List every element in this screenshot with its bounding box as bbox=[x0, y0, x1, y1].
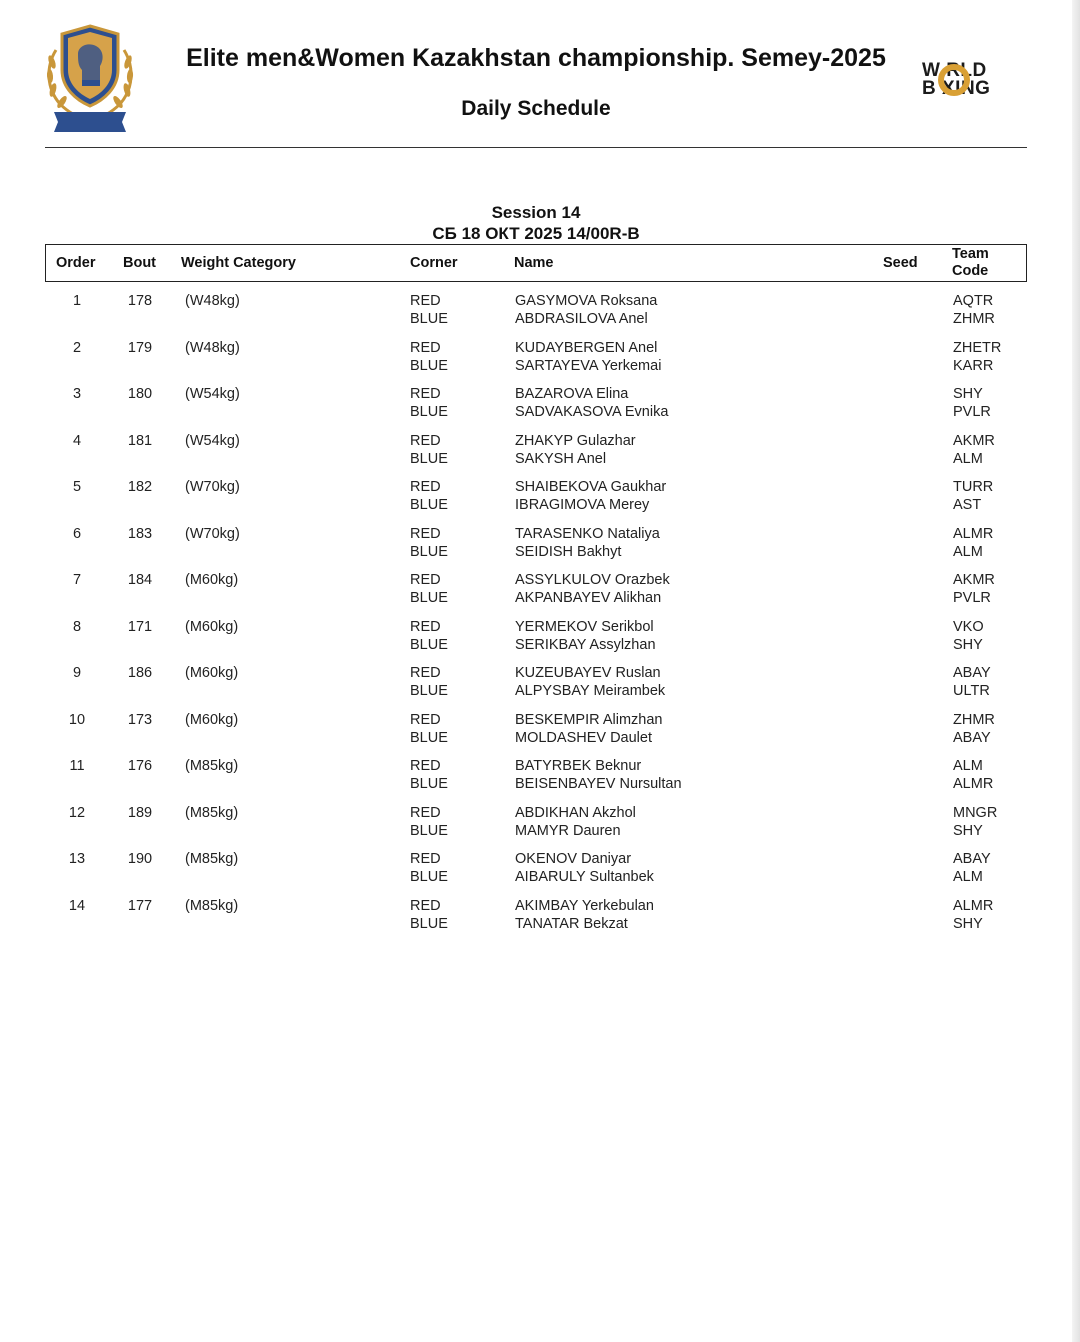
bout-number: 184 bbox=[127, 572, 153, 588]
blue-team-code: ALM bbox=[953, 543, 983, 560]
blue-corner-label: BLUE bbox=[410, 822, 448, 839]
team-cell bbox=[953, 757, 993, 793]
weight-category: (M85kg) bbox=[185, 804, 239, 821]
corner-cell bbox=[410, 478, 448, 514]
blue-team-code: ALM bbox=[953, 450, 983, 467]
session-title: Session 14 bbox=[491, 203, 581, 222]
bout-order: 3 bbox=[72, 386, 82, 402]
red-boxer-name: BAZAROVA Elina bbox=[515, 386, 629, 402]
name-cell bbox=[515, 897, 654, 933]
red-boxer-name: YERMEKOV Serikbol bbox=[515, 618, 654, 635]
weight-category: (W48kg) bbox=[185, 293, 240, 309]
red-team-code: ABAY bbox=[953, 851, 991, 867]
blue-boxer-name: TANATAR Bekzat bbox=[515, 915, 628, 932]
name-cell bbox=[515, 571, 670, 607]
bout-row bbox=[0, 525, 1080, 572]
red-team-code: ABAY bbox=[953, 665, 991, 681]
blue-team-code: ALMR bbox=[953, 776, 994, 792]
red-boxer-name: ZHAKYP Gulazhar bbox=[515, 432, 636, 449]
red-team-code: AKMR bbox=[953, 432, 995, 449]
bout-order: 5 bbox=[72, 479, 82, 495]
corner-cell bbox=[410, 385, 448, 421]
team-cell bbox=[953, 711, 995, 747]
blue-team-code: ALM bbox=[953, 869, 983, 885]
blue-boxer-name: MAMYR Dauren bbox=[515, 822, 621, 839]
bout-order: 12 bbox=[68, 804, 86, 821]
bout-order: 14 bbox=[68, 897, 86, 914]
bout-row bbox=[0, 664, 1080, 711]
red-corner-label: RED bbox=[410, 851, 441, 867]
page-title: Elite men&Women Kazakhstan championship. Semey-2025 bbox=[186, 44, 886, 72]
red-corner-label: RED bbox=[410, 525, 441, 542]
column-header-seed: Seed bbox=[883, 255, 918, 271]
bout-number: 190 bbox=[127, 851, 153, 867]
red-team-code: TURR bbox=[953, 479, 994, 495]
red-boxer-name: AKIMBAY Yerkebulan bbox=[515, 897, 654, 914]
name-cell bbox=[515, 292, 657, 328]
red-team-code: MNGR bbox=[953, 804, 998, 821]
name-cell bbox=[515, 432, 636, 468]
bout-order: 13 bbox=[68, 851, 86, 867]
bout-row bbox=[0, 571, 1080, 618]
blue-corner-label: BLUE bbox=[410, 869, 448, 885]
blue-corner-label: BLUE bbox=[410, 776, 448, 792]
blue-corner-label: BLUE bbox=[410, 404, 448, 420]
team-cell bbox=[953, 897, 993, 933]
team-cell bbox=[953, 432, 995, 468]
corner-cell bbox=[410, 618, 448, 654]
session-date-line: СБ 18 ОКТ 2025 14/00R-B bbox=[432, 224, 640, 243]
blue-boxer-name: SARTAYEVA Yerkemai bbox=[515, 357, 662, 374]
weight-category: (M85kg) bbox=[185, 851, 239, 867]
bout-order: 1 bbox=[72, 293, 82, 309]
bout-number: 173 bbox=[127, 711, 153, 728]
boxing-glove-shield-icon bbox=[42, 22, 138, 138]
team-cell bbox=[953, 525, 993, 561]
red-boxer-name: GASYMOVA Roksana bbox=[515, 293, 658, 309]
bout-row bbox=[0, 850, 1080, 897]
blue-boxer-name: SERIKBAY Assylzhan bbox=[515, 636, 656, 653]
name-cell bbox=[515, 339, 661, 375]
bout-order: 6 bbox=[72, 525, 82, 542]
blue-corner-label: BLUE bbox=[410, 590, 448, 606]
red-boxer-name: BESKEMPIR Alimzhan bbox=[515, 711, 663, 728]
blue-team-code: AST bbox=[953, 497, 982, 513]
name-cell bbox=[515, 618, 656, 654]
corner-cell bbox=[410, 571, 448, 607]
bout-row bbox=[0, 757, 1080, 804]
team-cell bbox=[953, 664, 991, 700]
blue-corner-label: BLUE bbox=[410, 497, 448, 513]
blue-boxer-name: SAKYSH Anel bbox=[515, 450, 607, 467]
column-header-weight: Weight Category bbox=[181, 255, 296, 271]
blue-team-code: SHY bbox=[953, 915, 983, 932]
weight-category: (W70kg) bbox=[185, 479, 240, 495]
blue-team-code: SHY bbox=[953, 636, 983, 653]
corner-cell bbox=[410, 897, 448, 933]
weight-category: (W48kg) bbox=[185, 339, 240, 356]
blue-team-code: ABAY bbox=[953, 729, 991, 746]
bout-number: 181 bbox=[127, 432, 153, 449]
red-team-code: ZHMR bbox=[953, 711, 995, 728]
world-boxing-logo-line1: W RLD bbox=[922, 60, 987, 81]
bout-row bbox=[0, 804, 1080, 851]
weight-category: (M85kg) bbox=[185, 897, 239, 914]
blue-boxer-name: ALPYSBAY Meirambek bbox=[515, 683, 666, 699]
column-header-name: Name bbox=[514, 255, 554, 271]
kazakhstan-boxing-federation-logo bbox=[42, 22, 138, 138]
red-corner-label: RED bbox=[410, 293, 441, 309]
red-team-code: ALMR bbox=[953, 897, 994, 914]
bout-number: 182 bbox=[127, 479, 153, 495]
blue-boxer-name: ABDRASILOVA Anel bbox=[515, 311, 648, 327]
weight-category: (W54kg) bbox=[185, 386, 240, 402]
world-boxing-logo-line2: B XING bbox=[922, 78, 991, 99]
weight-category: (M60kg) bbox=[185, 618, 239, 635]
blue-team-code: ULTR bbox=[953, 683, 990, 699]
blue-corner-label: BLUE bbox=[410, 311, 448, 327]
team-cell bbox=[953, 478, 993, 514]
team-cell bbox=[953, 292, 995, 328]
bout-number: 177 bbox=[127, 897, 153, 914]
bout-row bbox=[0, 292, 1080, 339]
header-divider bbox=[45, 147, 1027, 148]
corner-cell bbox=[410, 757, 448, 793]
red-boxer-name: TARASENKO Nataliya bbox=[515, 525, 660, 542]
weight-category: (W70kg) bbox=[185, 525, 240, 542]
bout-order: 9 bbox=[72, 665, 82, 681]
world-boxing-logo bbox=[922, 60, 1026, 100]
bout-row bbox=[0, 339, 1080, 386]
weight-category: (M85kg) bbox=[185, 758, 239, 774]
name-cell bbox=[515, 804, 636, 840]
bout-number: 179 bbox=[127, 339, 153, 356]
corner-cell bbox=[410, 804, 448, 840]
red-corner-label: RED bbox=[410, 339, 441, 356]
team-cell bbox=[953, 618, 984, 654]
red-corner-label: RED bbox=[410, 897, 441, 914]
bout-number: 178 bbox=[127, 293, 153, 309]
blue-boxer-name: AKPANBAYEV Alikhan bbox=[515, 590, 662, 606]
column-header-order: Order bbox=[56, 255, 96, 271]
red-boxer-name: ABDIKHAN Akzhol bbox=[515, 804, 636, 821]
blue-boxer-name: SEIDISH Bakhyt bbox=[515, 543, 622, 560]
name-cell bbox=[515, 711, 662, 747]
blue-corner-label: BLUE bbox=[410, 543, 448, 560]
weight-category: (M60kg) bbox=[185, 572, 239, 588]
blue-boxer-name: BEISENBAYEV Nursultan bbox=[515, 776, 682, 792]
session-heading bbox=[45, 202, 1027, 244]
red-team-code: AQTR bbox=[953, 293, 994, 309]
bout-order: 11 bbox=[69, 758, 85, 774]
red-team-code: VKO bbox=[953, 618, 984, 635]
red-boxer-name: KUZEUBAYEV Ruslan bbox=[515, 665, 661, 681]
column-header-team-line2: Code bbox=[952, 263, 989, 279]
blue-team-code: ZHMR bbox=[953, 311, 995, 327]
page-subtitle: Daily Schedule bbox=[461, 97, 611, 120]
team-cell bbox=[953, 850, 991, 886]
team-cell bbox=[953, 385, 991, 421]
weight-category: (M60kg) bbox=[185, 711, 239, 728]
blue-corner-label: BLUE bbox=[410, 357, 448, 374]
bout-order: 7 bbox=[72, 572, 82, 588]
blue-team-code: KARR bbox=[953, 357, 994, 374]
name-cell bbox=[515, 525, 660, 561]
red-corner-label: RED bbox=[410, 711, 441, 728]
blue-corner-label: BLUE bbox=[410, 636, 448, 653]
red-boxer-name: BATYRBEK Beknur bbox=[515, 758, 642, 774]
bout-list bbox=[0, 292, 1080, 943]
corner-cell bbox=[410, 292, 448, 328]
red-team-code: AKMR bbox=[953, 572, 995, 588]
blue-boxer-name: AIBARULY Sultanbek bbox=[515, 869, 654, 885]
corner-cell bbox=[410, 339, 448, 375]
blue-boxer-name: IBRAGIMOVA Merey bbox=[515, 497, 650, 513]
corner-cell bbox=[410, 711, 448, 747]
name-cell bbox=[515, 757, 682, 793]
weight-category: (M60kg) bbox=[185, 665, 239, 681]
name-cell bbox=[515, 664, 665, 700]
team-cell bbox=[953, 339, 1001, 375]
corner-cell bbox=[410, 850, 448, 886]
red-corner-label: RED bbox=[410, 386, 441, 402]
bout-order: 8 bbox=[72, 618, 82, 635]
blue-team-code: PVLR bbox=[953, 404, 991, 420]
name-cell bbox=[515, 385, 668, 421]
name-cell bbox=[515, 478, 666, 514]
red-team-code: ALMR bbox=[953, 525, 994, 542]
red-corner-label: RED bbox=[410, 572, 441, 588]
bout-row bbox=[0, 618, 1080, 665]
bout-order: 10 bbox=[68, 711, 86, 728]
world-boxing-ring-icon bbox=[934, 60, 974, 100]
bout-number: 186 bbox=[127, 665, 153, 681]
red-boxer-name: OKENOV Daniyar bbox=[515, 851, 632, 867]
blue-corner-label: BLUE bbox=[410, 915, 448, 932]
bout-order: 2 bbox=[72, 339, 82, 356]
red-corner-label: RED bbox=[410, 758, 441, 774]
red-corner-label: RED bbox=[410, 804, 441, 821]
bout-number: 180 bbox=[127, 386, 153, 402]
red-team-code: ALM bbox=[953, 758, 983, 774]
bout-number: 189 bbox=[127, 804, 153, 821]
bout-row bbox=[0, 711, 1080, 758]
weight-category: (W54kg) bbox=[185, 432, 240, 449]
column-header-corner: Corner bbox=[410, 255, 458, 271]
red-boxer-name: ASSYLKULOV Orazbek bbox=[515, 572, 670, 588]
corner-cell bbox=[410, 432, 448, 468]
team-cell bbox=[953, 804, 997, 840]
red-corner-label: RED bbox=[410, 432, 441, 449]
bout-row bbox=[0, 478, 1080, 525]
bout-number: 171 bbox=[127, 618, 153, 635]
red-corner-label: RED bbox=[410, 479, 441, 495]
blue-boxer-name: SADVAKASOVA Evnika bbox=[515, 404, 669, 420]
column-header-bout: Bout bbox=[123, 255, 157, 271]
bout-row bbox=[0, 432, 1080, 479]
corner-cell bbox=[410, 525, 448, 561]
column-header-team-line1: Team bbox=[952, 246, 989, 262]
red-team-code: ZHETR bbox=[953, 339, 1002, 356]
bout-number: 183 bbox=[127, 525, 153, 542]
corner-cell bbox=[410, 664, 448, 700]
bout-number: 176 bbox=[127, 758, 153, 774]
red-boxer-name: SHAIBEKOVA Gaukhar bbox=[515, 479, 667, 495]
column-header-team-code bbox=[952, 246, 989, 280]
bout-order: 4 bbox=[72, 432, 82, 449]
red-boxer-name: KUDAYBERGEN Anel bbox=[515, 339, 658, 356]
name-cell bbox=[515, 850, 654, 886]
bout-row bbox=[0, 385, 1080, 432]
blue-corner-label: BLUE bbox=[410, 450, 448, 467]
team-cell bbox=[953, 571, 995, 607]
table-header bbox=[45, 244, 1027, 282]
red-corner-label: RED bbox=[410, 665, 441, 681]
blue-team-code: SHY bbox=[953, 822, 983, 839]
blue-corner-label: BLUE bbox=[410, 729, 448, 746]
blue-corner-label: BLUE bbox=[410, 683, 448, 699]
bout-row bbox=[0, 897, 1080, 944]
red-team-code: SHY bbox=[953, 386, 983, 402]
blue-team-code: PVLR bbox=[953, 590, 991, 606]
red-corner-label: RED bbox=[410, 618, 441, 635]
blue-boxer-name: MOLDASHEV Daulet bbox=[515, 729, 652, 746]
